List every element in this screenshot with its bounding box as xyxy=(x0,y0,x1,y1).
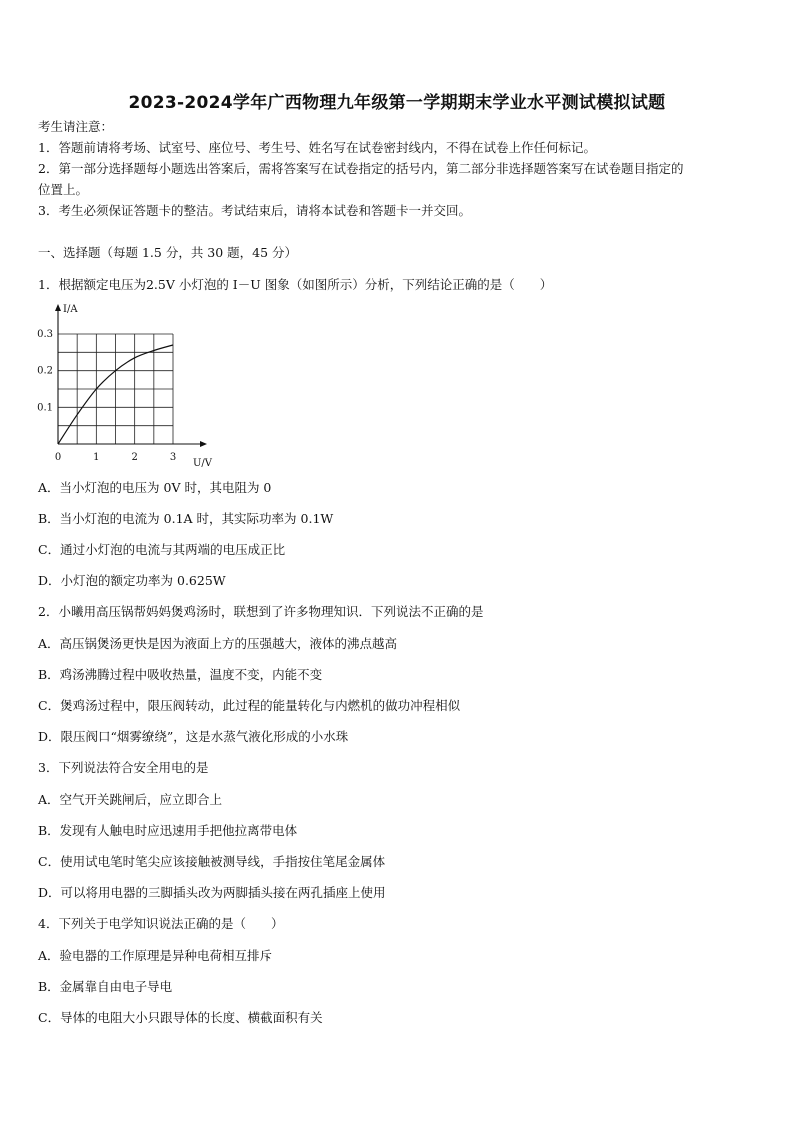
y-tick-label: 0.1 xyxy=(37,402,53,414)
iu-graph xyxy=(30,300,230,470)
question-4-stem: 4．下列关于电学知识说法正确的是（ ） xyxy=(38,916,284,931)
q4-option-c: C．导体的电阻大小只跟导体的长度、横截面积有关 xyxy=(38,1010,323,1025)
question-2-stem: 2．小曦用高压锅帮妈妈煲鸡汤时，联想到了许多物理知识．下列说法不正确的是 xyxy=(38,604,484,619)
q4-option-b: B．金属靠自由电子导电 xyxy=(38,979,173,994)
q3-option-c: C．使用试电笔时笔尖应该接触被测导线，手指按住笔尾金属体 xyxy=(38,854,386,869)
x-axis-label: U/V xyxy=(193,458,213,469)
notice-item-2-cont: 位置上。 xyxy=(38,182,89,197)
q2-option-c: C．煲鸡汤过程中，限压阀转动，此过程的能量转化与内燃机的做功冲程相似 xyxy=(38,698,461,713)
q2-option-a: A．高压锅煲汤更快是因为液面上方的压强越大，液体的沸点越高 xyxy=(38,636,398,651)
x-tick-label: 3 xyxy=(169,452,177,463)
x-tick-label: 1 xyxy=(93,452,100,463)
q2-option-b: B．鸡汤沸腾过程中吸收热量，温度不变，内能不变 xyxy=(38,667,323,682)
y-axis-label: I/A xyxy=(63,304,78,315)
page-title: 2023-2024学年广西物理九年级第一学期期末学业水平测试模拟试题 xyxy=(128,93,666,113)
notice-item-3: 3．考生必须保证答题卡的整洁。考试结束后，请将本试卷和答题卡一并交回。 xyxy=(38,203,471,218)
question-3-stem: 3．下列说法符合安全用电的是 xyxy=(38,760,209,775)
x-axis-arrow xyxy=(200,441,207,447)
y-axis-arrow xyxy=(55,304,61,311)
q3-option-a: A．空气开关跳闸后，应立即合上 xyxy=(38,792,223,807)
section-heading: 一、选择题（每题 1.5 分，共 30 题，45 分） xyxy=(38,245,298,260)
question-1-stem: 1．根据额定电压为2.5V 小灯泡的 I－U 图象（如图所示）分析，下列结论正确的是（ ） xyxy=(38,277,553,292)
q3-option-d: D．可以将用电器的三脚插头改为两脚插头接在两孔插座上使用 xyxy=(38,885,386,900)
x-tick-label: 0 xyxy=(54,452,62,463)
q1-option-d: D．小灯泡的额定功率为 0.625W xyxy=(38,573,226,588)
notice-heading: 考生请注意： xyxy=(38,119,114,134)
q2-option-d: D．限压阀口“烟雾缭绕”，这是水蒸气液化形成的小水珠 xyxy=(38,729,349,744)
notice-item-2: 2．第一部分选择题每小题选出答案后，需将答案写在试卷指定的括号内，第二部分非选择题答案写在试卷题目指定的 xyxy=(38,161,684,176)
notice-item-1: 1．答题前请将考场、试室号、座位号、考生号、姓名写在试卷密封线内，不得在试卷上作任何标记。 xyxy=(38,140,596,155)
q1-option-c: C．通过小灯泡的电流与其两端的电压成正比 xyxy=(38,542,286,557)
q1-option-a: A．当小灯泡的电压为 0V 时，其电阻为 0 xyxy=(38,480,272,495)
q4-option-a: A．验电器的工作原理是异种电荷相互排斥 xyxy=(38,948,273,963)
y-tick-label: 0.3 xyxy=(37,329,53,340)
q3-option-b: B．发现有人触电时应迅速用手把他拉离带电体 xyxy=(38,823,298,838)
q1-option-b: B．当小灯泡的电流为 0.1A 时，其实际功率为 0.1W xyxy=(38,511,334,526)
y-tick-label: 0.2 xyxy=(37,365,53,377)
x-tick-label: 2 xyxy=(131,452,138,463)
